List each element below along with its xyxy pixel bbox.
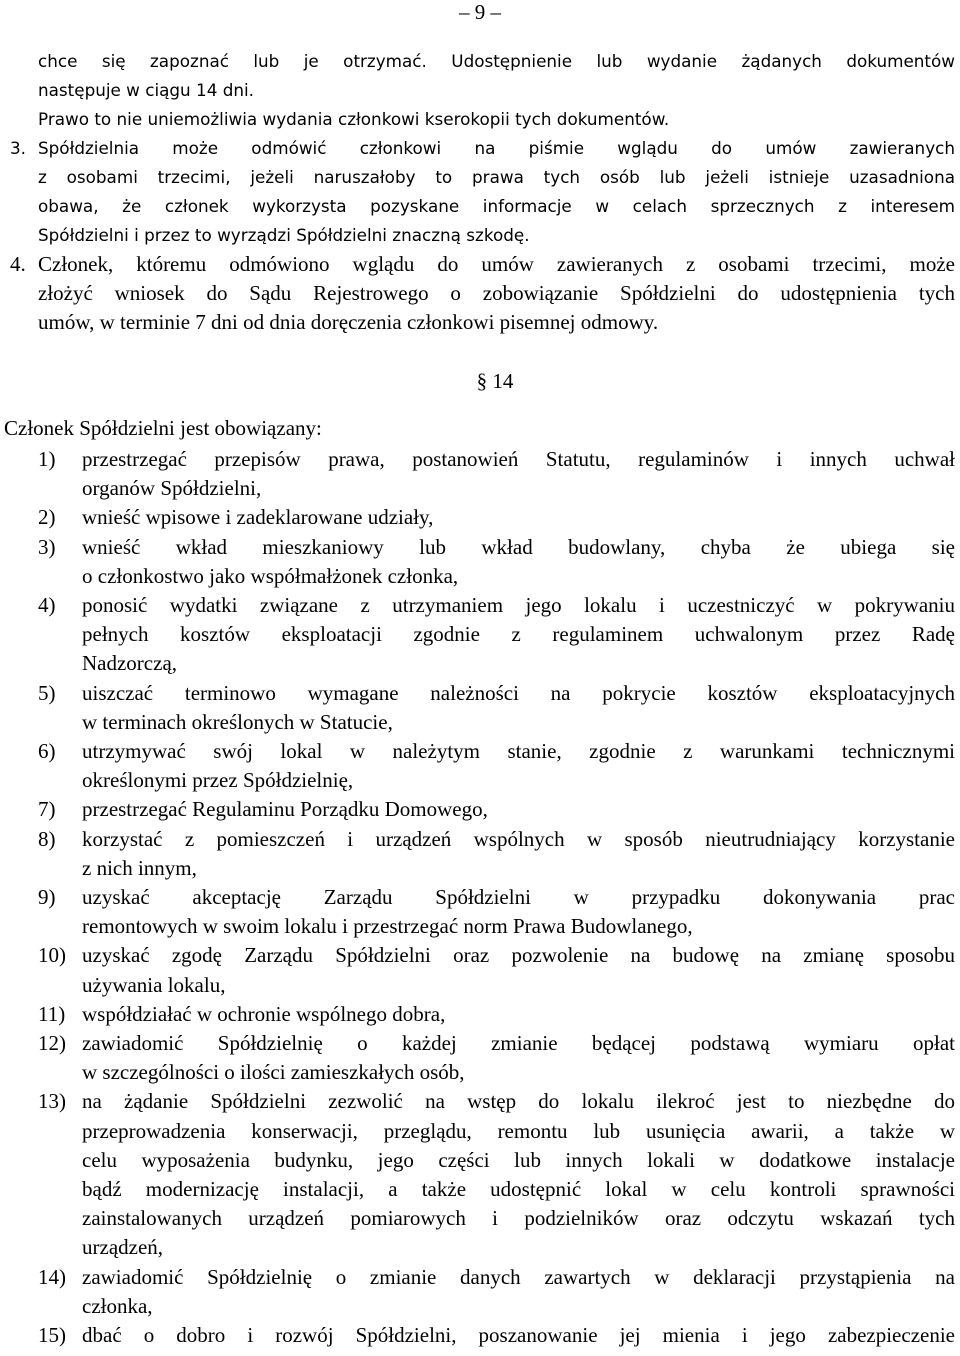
list-item-number: 5) (38, 680, 56, 705)
list-item-line: członka, (82, 1293, 153, 1318)
list-item-line: wnieść wpisowe i zadeklarowane udziały, (82, 505, 434, 530)
list-item-line: remontowych w swoim lokalu i przestrzegać norm Prawa Budowlanego, (82, 914, 693, 939)
list-item-line: współdziałać w ochronie wspólnego dobra, (82, 1001, 446, 1026)
section-heading: § 14 (476, 369, 514, 393)
list-item-number: 11) (38, 1001, 66, 1026)
list-item-line: przestrzegać przepisów prawa, postanowień Statutu, regulaminów i innych uchwał (82, 447, 955, 471)
list-item-number: 10) (38, 943, 66, 968)
point-4-line-2: złożyć wniosek do Sądu Rejestrowego o zobowiązanie Spółdzielni do udostępnienia tych (38, 281, 955, 305)
list-item-line: Nadzorczą, (82, 651, 178, 676)
point-3-line-3: obawa, że członek wykorzysta pozyskane informacje w celach sprzecznych z interesem (38, 196, 955, 216)
list-item-line: pełnych kosztów eksploatacji zgodnie z regulaminem uchwalonym przez Radę (82, 622, 955, 647)
list-item-line: uzyskać zgodę Zarządu Spółdzielni oraz pozwolenie na budowę na zmianę sposobu (82, 943, 955, 968)
list-item-number: 13) (38, 1089, 66, 1114)
list-item-line: w terminach określonych w Statucie, (82, 709, 393, 734)
list-item-line: o członkostwo jako współmałżonek członka, (82, 563, 459, 588)
list-item-line: uiszczać terminowo wymagane należności na pokrycie kosztów eksploatacyjnych (82, 680, 955, 705)
list-item-line: urządzeń, (82, 1235, 164, 1260)
list-item-line: celu wyposażenia budynku, jego części lub innych lokali w dodatkowe instalacje (82, 1147, 955, 1172)
list-item-line: używania lokalu, (82, 972, 226, 997)
list-item-line: przeprowadzenia konserwacji, przeglądu, remontu lub usunięcia awarii, a także w (82, 1118, 955, 1143)
list-item-line: na żądanie Spółdzielni zezwolić na wstęp do lokalu ilekroć jest to niezbędne do (82, 1089, 955, 1114)
list-item-line: utrzymywać swój lokal w należytym stanie, zgodnie z warunkami technicznymi (82, 739, 955, 763)
list-item-line: z nich innym, (82, 855, 197, 880)
point-4-line-1: Członek, któremu odmówiono wglądu do umów zawieranych z osobami trzecimi, może (38, 252, 955, 276)
list-item-number: 3) (38, 534, 56, 559)
list-item-line: ponosić wydatki związane z utrzymaniem jego lokalu i uczestniczyć w pokrywaniu (82, 593, 955, 617)
list-item-number: 9) (38, 885, 56, 909)
list-item-number: 12) (38, 1031, 66, 1055)
list-item-number: 4) (38, 593, 56, 617)
list-item-line: wnieść wkład mieszkaniowy lub wkład budowlany, chyba że ubiega się (82, 534, 955, 559)
list-item-line: uzyskać akceptację Zarządu Spółdzielni w przypadku dokonywania prac (82, 885, 955, 909)
list-item-number: 14) (38, 1264, 66, 1289)
point-3-line-4: Spółdzielni i przez to wyrządzi Spółdzielni znaczną szkodę. (38, 225, 530, 245)
list-item-line: określonymi przez Spółdzielnię, (82, 768, 354, 793)
point-3-line-2: z osobami trzecimi, jeżeli naruszałoby to prawa tych osób lub jeżeli istnieje uzasadniona (38, 167, 955, 187)
section-intro: Członek Spółdzielni jest obowiązany: (4, 416, 322, 440)
list-item-number: 2) (38, 505, 56, 530)
continuation-line-3: Prawo to nie uniemożliwia wydania członkowi kserokopii tych dokumentów. (38, 109, 670, 129)
list-item-number: 7) (38, 797, 56, 822)
point-4-line-3: umów, w terminie 7 dni od dnia doręczenia członkowi pisemnej odmowy. (38, 310, 659, 334)
list-item-line: dbać o dobro i rozwój Spółdzielni, poszanowanie jej mienia i jego zabezpieczenie (82, 1323, 955, 1347)
list-item-line: organów Spółdzielni, (82, 476, 262, 501)
list-item-line: w szczególności o ilości zamieszkałych osób, (82, 1060, 465, 1085)
list-item-line: zawiadomić Spółdzielnię o zmianie danych zawartych w deklaracji przystąpienia na (82, 1264, 955, 1289)
list-item-number: 1) (38, 447, 56, 471)
list-item-number: 6) (38, 739, 56, 763)
list-item-line: korzystać z pomieszczeń i urządzeń wspólnych w sposób nieutrudniający korzystanie (82, 826, 955, 851)
list-item-line: zawiadomić Spółdzielnię o każdej zmianie będącej podstawą wymiaru opłat (82, 1031, 955, 1055)
point-4-number: 4. (10, 252, 26, 276)
list-item-line: bądź modernizację instalacji, a także udostępnić lokal w celu kontroli sprawności (82, 1177, 955, 1201)
list-item-number: 15) (38, 1323, 66, 1347)
page-number: – 9 – (459, 0, 501, 24)
point-3-line-1: Spółdzielnia może odmówić członkowi na piśmie wglądu do umów zawieranych (38, 138, 955, 158)
continuation-line-2: następuje w ciągu 14 dni. (38, 80, 255, 100)
list-item-number: 8) (38, 826, 56, 851)
continuation-line-1: chce się zapoznać lub je otrzymać. Udostępnienie lub wydanie żądanych dokumentów (38, 51, 955, 71)
point-3-number: 3. (10, 138, 27, 158)
list-item-line: zainstalowanych urządzeń pomiarowych i podzielników oraz odczytu wskazań tych (82, 1206, 955, 1231)
list-item-line: przestrzegać Regulaminu Porządku Domowego, (82, 797, 488, 822)
